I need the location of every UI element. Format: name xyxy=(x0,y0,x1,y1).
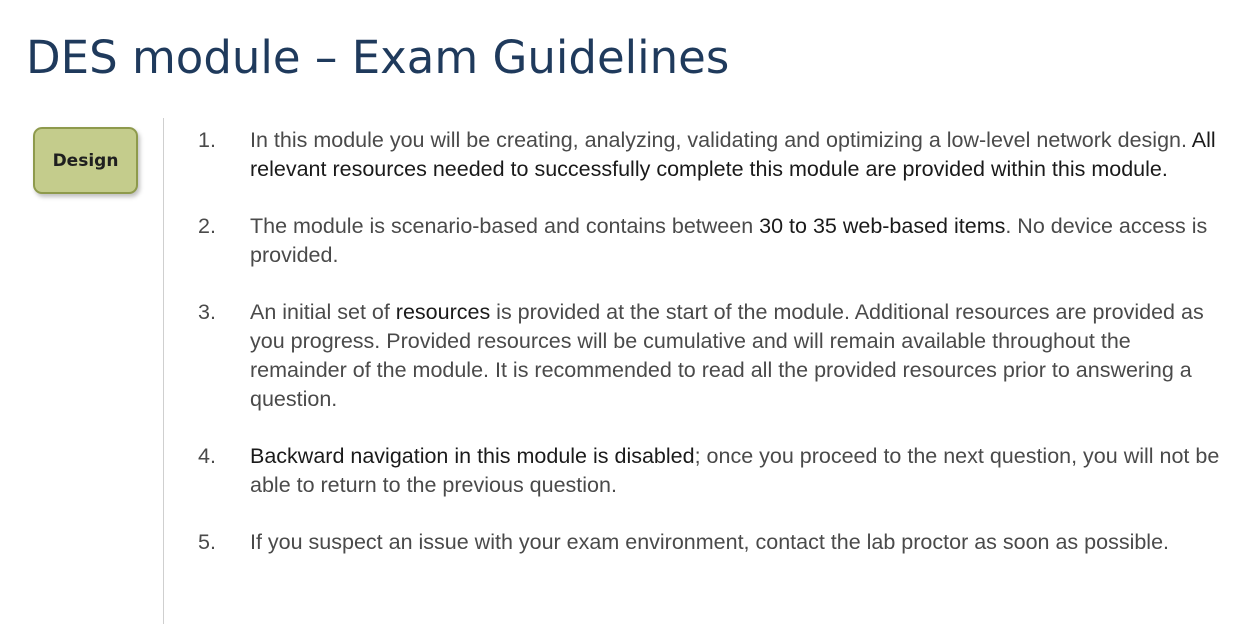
guideline-text xyxy=(250,212,1228,270)
guideline-text xyxy=(250,442,1228,500)
guideline-item-2 xyxy=(198,212,1228,270)
guideline-text-segment: An initial set of xyxy=(250,300,396,324)
guideline-text xyxy=(250,126,1228,184)
guideline-item-1 xyxy=(198,126,1228,184)
guideline-emphasis: Backward navigation in this module is disabled xyxy=(250,444,695,468)
page-title: DES module – Exam Guidelines xyxy=(26,31,730,84)
guideline-number: 2. xyxy=(198,214,216,238)
guideline-emphasis: resources xyxy=(395,300,491,324)
guidelines-list xyxy=(198,126,1228,557)
guideline-emphasis: 30 to 35 web-based items xyxy=(759,214,1006,238)
guideline-text xyxy=(250,528,1228,557)
guideline-text-segment: If you suspect an issue with your exam environment, contact the lab proctor as soon as possible. xyxy=(250,530,1170,554)
guideline-number: 3. xyxy=(198,300,216,324)
guideline-text-segment: The module is scenario-based and contains between xyxy=(250,214,760,238)
guideline-number: 1. xyxy=(198,128,216,152)
guideline-text-segment: . No device access is provided. xyxy=(250,214,1208,267)
guideline-text-segment: In this module you will be creating, analyzing, validating and optimizing a low-level network design. xyxy=(250,128,1192,152)
guideline-emphasis: All relevant resources needed to successfully complete this module are provided within this module. xyxy=(250,128,1216,181)
guideline-item-5 xyxy=(198,528,1228,557)
guideline-text-segment: ; once you proceed to the next question, you will not be able to return to the previous question. xyxy=(250,444,1220,497)
guideline-number: 5. xyxy=(198,530,216,554)
vertical-divider xyxy=(163,118,164,624)
guideline-item-3 xyxy=(198,298,1228,414)
guideline-text-segment: is provided at the start of the module. Additional resources are provided as you progress. Provided resources will be cumulative and will remain available throughout the remainder of the module. It is recommended to read all the provided resources prior to answering a question. xyxy=(250,300,1204,411)
guideline-number: 4. xyxy=(198,444,216,468)
guideline-text xyxy=(250,298,1228,414)
guideline-item-4 xyxy=(198,442,1228,500)
design-badge: Design xyxy=(33,127,138,194)
